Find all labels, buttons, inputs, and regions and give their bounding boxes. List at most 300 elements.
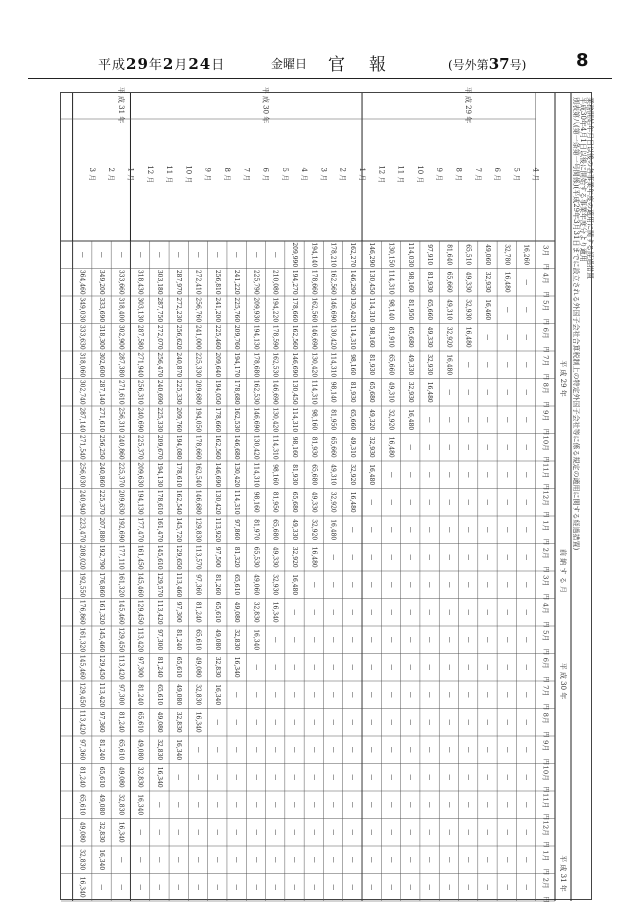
- table-cell: 145,460: [117, 599, 125, 625]
- table-cell: 98,140: [387, 299, 395, 321]
- table-cell: 81,950: [329, 409, 337, 431]
- table-cell: 81,950: [271, 491, 279, 513]
- table-cell: —: [175, 884, 183, 891]
- table-cell: —: [290, 746, 298, 753]
- table-cell: 129,830: [194, 517, 202, 543]
- table-cell: —: [522, 361, 530, 368]
- table-cell: —: [329, 691, 337, 698]
- column-label: 9月: [541, 410, 550, 422]
- table-cell: —: [136, 884, 144, 891]
- row-month-label: 8 月: [222, 167, 231, 182]
- table-cell: 318,300: [98, 324, 106, 350]
- table-cell: —: [503, 609, 511, 616]
- table-cell: 49,330: [406, 354, 414, 376]
- table-cell: —: [368, 664, 376, 671]
- table-cell: —: [522, 389, 530, 396]
- table-cell: —: [406, 471, 414, 478]
- unit-label: 円: [541, 483, 549, 490]
- table-cell: —: [387, 746, 395, 753]
- heading-h29: 平 成 29 年: [559, 360, 567, 397]
- table-cell: —: [213, 884, 221, 891]
- table-cell: —: [464, 801, 472, 808]
- table-cell: —: [387, 884, 395, 891]
- table-cell: 65,610: [213, 601, 221, 623]
- table-cell: —: [194, 801, 202, 808]
- table-cell: 32,930: [464, 299, 472, 321]
- table-cell: 209,930: [252, 297, 260, 323]
- table-cell: 176,860: [98, 572, 106, 598]
- table-cell: 65,660: [348, 409, 356, 431]
- table-cell: 349,200: [98, 269, 106, 295]
- table-cell: 130,420: [213, 489, 221, 515]
- table-cell: 145,720: [175, 517, 183, 543]
- table-cell: 81,260: [213, 574, 221, 596]
- row-month-label: 9 月: [435, 167, 444, 182]
- table-cell: 161,320: [98, 599, 106, 625]
- column-label: 2月: [541, 547, 550, 559]
- table-cell: —: [290, 801, 298, 808]
- column-label: 10月: [541, 435, 550, 451]
- row-group-label: 平 成 29 年: [464, 86, 473, 124]
- table-cell: —: [310, 856, 318, 863]
- table-cell: —: [406, 746, 414, 753]
- table-cell: 16,340: [175, 739, 183, 761]
- table-cell: —: [426, 746, 434, 753]
- table-cell: 113,420: [98, 682, 106, 708]
- table-cell: 49,080: [98, 794, 106, 816]
- table-cell: 178,610: [175, 462, 183, 488]
- table-cell: 81,640: [445, 244, 453, 266]
- table-cell: —: [252, 691, 260, 698]
- issue-weekday: 金曜日: [271, 57, 308, 71]
- table-cell: 256,250: [98, 434, 106, 460]
- row-group-label: 平 成 31 年: [116, 86, 125, 124]
- table-cell: 333,660: [117, 269, 125, 295]
- table-cell: —: [290, 609, 298, 616]
- column-label: 1月: [541, 850, 550, 862]
- table-cell: —: [233, 801, 241, 808]
- table-cell: —: [310, 636, 318, 643]
- row-month-label: 3 月: [319, 167, 328, 182]
- table-cell: —: [252, 719, 260, 726]
- table-cell: 98,160: [252, 491, 260, 513]
- table-cell: 81,320: [233, 546, 241, 568]
- table-cell: —: [252, 774, 260, 781]
- table-cell: 146,690: [329, 297, 337, 323]
- table-cell: 176,860: [78, 599, 86, 625]
- table-cell: 113,570: [194, 544, 202, 570]
- table-cell: —: [348, 691, 356, 698]
- table-cell: 32,920: [348, 464, 356, 486]
- table-cell: 209,760: [233, 324, 241, 350]
- table-cell: 81,930: [348, 381, 356, 403]
- table-cell: —: [387, 691, 395, 698]
- table-cell: 130,450: [368, 269, 376, 295]
- table-cell: —: [155, 829, 163, 836]
- table-cell: —: [271, 664, 279, 671]
- table-cell: —: [464, 554, 472, 561]
- table-cell: 97,300: [155, 629, 163, 651]
- table-cell: 16,260: [522, 244, 530, 266]
- table-cell: 209,630: [117, 489, 125, 515]
- table-cell: 98,160: [310, 409, 318, 431]
- table-cell: 161,450: [136, 544, 144, 570]
- table-cell: —: [117, 856, 125, 863]
- table-cell: —: [406, 774, 414, 781]
- table-cell: 162,560: [290, 324, 298, 350]
- table-cell: —: [155, 251, 163, 258]
- unit-label: 円: [541, 566, 549, 573]
- table-cell: 256,810: [213, 269, 221, 295]
- table-cell: 225,460: [213, 324, 221, 350]
- heading-h30: 平 成 30 年: [559, 662, 567, 700]
- table-cell: 97,300: [117, 684, 125, 706]
- table-cell: 240,860: [98, 462, 106, 488]
- table-cell: —: [522, 526, 530, 533]
- table-cell: 65,530: [252, 546, 260, 568]
- table-cell: 178,680: [252, 352, 260, 378]
- table-cell: —: [348, 719, 356, 726]
- table-cell: 49,080: [155, 711, 163, 733]
- table-cell: —: [117, 251, 125, 258]
- table-cell: 65,610: [136, 711, 144, 733]
- table-cell: —: [483, 444, 491, 451]
- column-label: 3月: [541, 245, 550, 257]
- table-cell: —: [483, 526, 491, 533]
- table-cell: —: [503, 334, 511, 341]
- table-cell: 287,140: [78, 407, 86, 433]
- table-cell: —: [503, 554, 511, 561]
- unit-label: 円: [541, 868, 549, 875]
- table-cell: —: [271, 691, 279, 698]
- table-cell: —: [271, 774, 279, 781]
- table-cell: 81,240: [117, 711, 125, 733]
- table-cell: 16,340: [252, 629, 260, 651]
- table-cell: —: [522, 609, 530, 616]
- table-cell: —: [464, 444, 472, 451]
- table-cell: —: [426, 829, 434, 836]
- table-cell: 318,430: [136, 269, 144, 295]
- table-cell: —: [445, 389, 453, 396]
- table-cell: 49,080: [233, 601, 241, 623]
- table-cell: —: [175, 856, 183, 863]
- table-cell: —: [194, 251, 202, 258]
- table-cell: 49,320: [368, 409, 376, 431]
- table-cell: 192,690: [117, 517, 125, 543]
- table-cell: —: [522, 884, 530, 891]
- table-cell: 162,540: [194, 462, 202, 488]
- unit-label: 円: [541, 731, 549, 738]
- table-cell: —: [155, 856, 163, 863]
- table-cell: —: [387, 856, 395, 863]
- table-cell: —: [503, 746, 511, 753]
- table-cell: —: [348, 554, 356, 561]
- table-cell: 49,310: [329, 464, 337, 486]
- row-month-label: 10 月: [184, 165, 193, 184]
- table-cell: 81,970: [252, 519, 260, 541]
- table-cell: 32,830: [117, 794, 125, 816]
- table-cell: —: [194, 829, 202, 836]
- table-cell: 65,610: [155, 684, 163, 706]
- table-cell: 162,560: [213, 434, 221, 460]
- row-month-label: 7 月: [242, 167, 251, 182]
- table-cell: 194,050: [194, 407, 202, 433]
- table-cell: 129,650: [175, 544, 183, 570]
- table-cell: —: [252, 801, 260, 808]
- table-cell: —: [368, 609, 376, 616]
- table-cell: 240,870: [175, 352, 183, 378]
- unit-label: 円: [541, 456, 549, 463]
- table-cell: 32,830: [136, 766, 144, 788]
- table-cell: —: [348, 774, 356, 781]
- table-cell: 129,450: [117, 627, 125, 653]
- table-cell: 49,330: [464, 271, 472, 293]
- table-cell: —: [445, 829, 453, 836]
- table-cell: 194,050: [213, 379, 221, 405]
- table-cell: 32,930: [406, 381, 414, 403]
- table-cell: —: [368, 746, 376, 753]
- unit-label: 円: [541, 841, 549, 848]
- table-cell: 272,070: [155, 324, 163, 350]
- table-cell: —: [522, 334, 530, 341]
- table-cell: —: [426, 884, 434, 891]
- table-cell: 271,540: [78, 434, 86, 460]
- table-cell: 302,740: [78, 379, 86, 405]
- table-cell: —: [175, 801, 183, 808]
- table-cell: —: [252, 884, 260, 891]
- table-cell: —: [233, 884, 241, 891]
- table-cell: —: [310, 774, 318, 781]
- table-cell: 162,270: [348, 242, 356, 268]
- table-cell: —: [310, 691, 318, 698]
- table-cell: 240,860: [117, 434, 125, 460]
- table-cell: 32,920: [310, 519, 318, 541]
- table-cell: 97,860: [233, 519, 241, 541]
- table-cell: 97,360: [98, 711, 106, 733]
- table-cell: —: [329, 609, 337, 616]
- unit-label: 円: [541, 896, 549, 903]
- table-cell: 16,480: [387, 436, 395, 458]
- table-cell: —: [503, 361, 511, 368]
- table-cell: —: [368, 581, 376, 588]
- table-cell: 81,910: [387, 326, 395, 348]
- table-cell: 49,060: [252, 574, 260, 596]
- row-month-label: 11 月: [396, 165, 405, 184]
- table-cell: —: [483, 361, 491, 368]
- table-cell: —: [117, 884, 125, 891]
- table-cell: —: [522, 306, 530, 313]
- table-cell: —: [445, 581, 453, 588]
- table-cell: —: [310, 746, 318, 753]
- table-cell: —: [194, 884, 202, 891]
- table-cell: —: [406, 801, 414, 808]
- row-month-label: 8 月: [454, 167, 463, 182]
- table-cell: 49,330: [310, 491, 318, 513]
- table-cell: 272,410: [194, 269, 202, 295]
- table-cell: 129,450: [98, 654, 106, 680]
- table-cell: —: [271, 746, 279, 753]
- table-cell: —: [310, 884, 318, 891]
- row-month-label: 1 月: [126, 167, 135, 182]
- table-cell: 271,940: [136, 352, 144, 378]
- table-cell: 194,080: [175, 434, 183, 460]
- table-cell: 65,680: [406, 326, 414, 348]
- table-cell: —: [368, 499, 376, 506]
- table-cell: 65,680: [368, 381, 376, 403]
- table-cell: 256,310: [117, 407, 125, 433]
- unit-label: 円: [541, 373, 549, 380]
- table-cell: 113,460: [175, 572, 183, 598]
- table-cell: —: [406, 554, 414, 561]
- row-month-label: 9 月: [203, 167, 212, 182]
- table-cell: 32,830: [78, 849, 86, 871]
- table-cell: —: [503, 884, 511, 891]
- table-cell: 65,680: [310, 464, 318, 486]
- table-cell: —: [213, 774, 221, 781]
- table-cell: —: [406, 884, 414, 891]
- table-cell: 114,310: [387, 269, 395, 295]
- table-cell: —: [271, 636, 279, 643]
- table-cell: 129,450: [136, 599, 144, 625]
- table-cell: 16,480: [464, 326, 472, 348]
- table-cell: 178,660: [310, 269, 318, 295]
- row-month-label: 12 月: [377, 165, 386, 184]
- table-cell: 98,160: [406, 271, 414, 293]
- table-cell: 194,130: [252, 324, 260, 350]
- table-cell: —: [464, 609, 472, 616]
- table-cell: —: [503, 719, 511, 726]
- table-cell: —: [464, 719, 472, 726]
- table-cell: —: [348, 884, 356, 891]
- table-note: 平成30年4月1日以後に開始する事業年度分より適用: [579, 97, 587, 262]
- table-cell: 178,210: [329, 242, 337, 268]
- table-cell: 16,480: [503, 271, 511, 293]
- table-cell: 49,330: [290, 519, 298, 541]
- table-cell: —: [252, 746, 260, 753]
- table-cell: 81,930: [368, 354, 376, 376]
- table-cell: —: [483, 719, 491, 726]
- table-cell: —: [426, 719, 434, 726]
- table-cell: 130,420: [271, 407, 279, 433]
- table-cell: 65,660: [329, 436, 337, 458]
- column-label: 5月: [541, 300, 550, 312]
- table-cell: —: [483, 829, 491, 836]
- table-cell: 207,880: [98, 517, 106, 543]
- column-label: 6月: [541, 657, 550, 669]
- table-cell: 146,690: [290, 352, 298, 378]
- table-cell: 49,080: [78, 821, 86, 843]
- table-cell: —: [136, 829, 144, 836]
- table-cell: —: [290, 774, 298, 781]
- table-cell: 256,760: [194, 297, 202, 323]
- table-cell: 81,240: [194, 601, 202, 623]
- table-cell: 65,680: [271, 519, 279, 541]
- table-cell: —: [503, 526, 511, 533]
- table-cell: 65,660: [445, 271, 453, 293]
- table-cell: 349,030: [78, 297, 86, 323]
- table-cell: —: [522, 444, 530, 451]
- table-cell: —: [445, 499, 453, 506]
- table-cell: 130,450: [290, 379, 298, 405]
- table-cell: —: [252, 251, 260, 258]
- table-cell: —: [503, 636, 511, 643]
- table-cell: —: [271, 801, 279, 808]
- column-label: 8月: [541, 712, 550, 724]
- table-cell: 32,930: [483, 271, 491, 293]
- table-cell: —: [290, 856, 298, 863]
- gazette-title: 官報: [328, 55, 410, 75]
- table-cell: —: [368, 719, 376, 726]
- table-cell: 65,660: [426, 299, 434, 321]
- table-cell: —: [368, 829, 376, 836]
- unit-label: 円: [541, 428, 549, 435]
- table-cell: 225,370: [117, 462, 125, 488]
- table-cell: —: [445, 801, 453, 808]
- table-cell: —: [464, 636, 472, 643]
- table-cell: —: [348, 581, 356, 588]
- table-cell: 209,760: [175, 407, 183, 433]
- table-cell: —: [155, 884, 163, 891]
- table-cell: —: [387, 774, 395, 781]
- table-cell: 162,530: [233, 407, 241, 433]
- table-cell: —: [213, 829, 221, 836]
- table-cell: —: [426, 499, 434, 506]
- table-cell: 223,470: [78, 517, 86, 543]
- table-cell: 49,330: [426, 326, 434, 348]
- table-cell: —: [503, 416, 511, 423]
- table-cell: 113,420: [136, 627, 144, 653]
- table-cell: —: [368, 526, 376, 533]
- table-cell: 113,420: [155, 599, 163, 625]
- table-cell: —: [522, 856, 530, 863]
- table-cell: 98,140: [329, 381, 337, 403]
- table-cell: —: [368, 884, 376, 891]
- table-cell: —: [483, 691, 491, 698]
- table-cell: —: [483, 746, 491, 753]
- table-cell: —: [426, 664, 434, 671]
- table-cell: —: [406, 581, 414, 588]
- table-cell: —: [387, 526, 395, 533]
- table-cell: —: [175, 774, 183, 781]
- table-cell: 272,230: [175, 297, 183, 323]
- table-cell: —: [194, 746, 202, 753]
- table-cell: 256,470: [155, 352, 163, 378]
- table-cell: —: [445, 746, 453, 753]
- table-cell: 162,560: [329, 269, 337, 295]
- table-cell: —: [522, 801, 530, 808]
- row-month-label: 4 月: [531, 167, 540, 182]
- table-cell: —: [310, 801, 318, 808]
- table-cell: 225,370: [98, 489, 106, 515]
- table-cell: —: [483, 636, 491, 643]
- table-cell: 49,330: [271, 546, 279, 568]
- table-cell: —: [483, 416, 491, 423]
- table-cell: 145,460: [98, 627, 106, 653]
- table-cell: 145,610: [155, 544, 163, 570]
- table-cell: 32,830: [213, 656, 221, 678]
- table-cell: 240,690: [136, 407, 144, 433]
- table-cell: —: [406, 719, 414, 726]
- table-cell: 208,020: [78, 544, 86, 570]
- table-cell: —: [464, 746, 472, 753]
- column-label: 7月: [541, 355, 550, 367]
- unit-label: 円: [541, 538, 549, 545]
- table-cell: —: [387, 499, 395, 506]
- table-cell: 161,320: [78, 627, 86, 653]
- table-cell: 16,480: [426, 381, 434, 403]
- table-cell: —: [426, 416, 434, 423]
- table-cell: —: [464, 416, 472, 423]
